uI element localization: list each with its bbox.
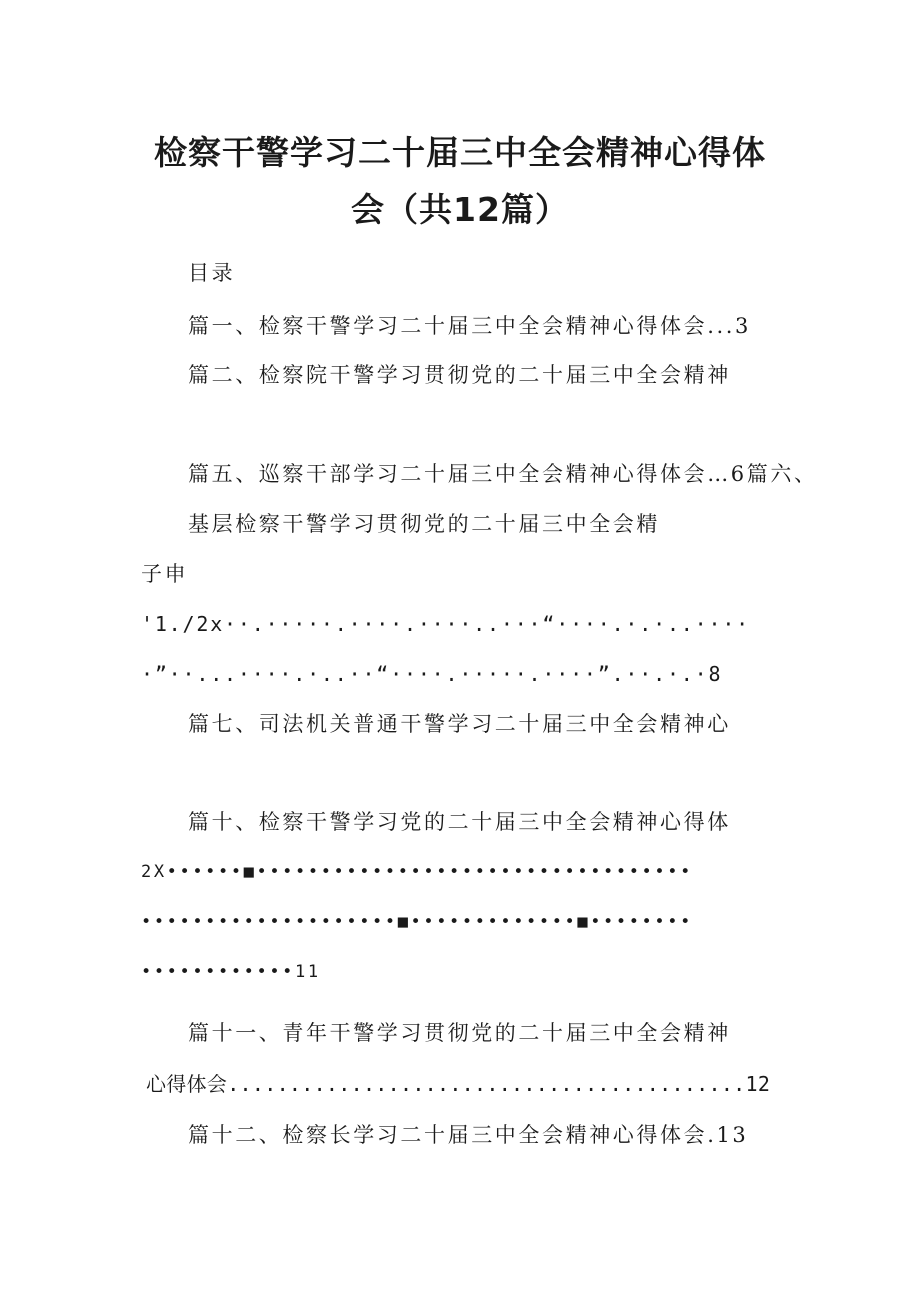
toc-entry-1: 篇一、检察干警学习二十届三中全会精神心得体会...3	[188, 314, 751, 338]
document-title-line-1: 检察干警学习二十届三中全会精神心得体	[154, 133, 766, 172]
toc-leader-line-1: '1./2x··.·····.····.····..···“····.·.·..····	[141, 612, 751, 636]
toc-leader-line-3: 2X••••••■••••••••••••••••••••••••••••••••••	[141, 862, 693, 882]
toc-entry-2: 篇二、检察院干警学习贯彻党的二十届三中全会精神	[188, 363, 731, 387]
toc-entry-11-continued: 心得体会..........................................12	[146, 1072, 771, 1096]
toc-entry-11: 篇十一、青年干警学习贯彻党的二十届三中全会精神	[188, 1021, 731, 1045]
toc-leader-line-5: ••••••••••••11	[141, 962, 321, 982]
toc-fragment: 子申	[141, 562, 189, 586]
toc-entry-10: 篇十、检察干警学习党的二十届三中全会精神心得体	[188, 810, 731, 834]
toc-entry-6: 基层检察干警学习贯彻党的二十届三中全会精	[188, 512, 660, 536]
toc-leader-line-4: ••••••••••••••••••••■•••••••••••••■••••••••	[141, 912, 693, 932]
document-title-line-2: 会（共12篇）	[351, 190, 569, 229]
toc-entry-5: 篇五、巡察干部学习二十届三中全会精神心得体会…6篇六、	[188, 462, 818, 486]
toc-leader-line-2: ·”··...····.·..··“····.·····.····”.··.·.·8	[141, 662, 723, 686]
toc-entry-7: 篇七、司法机关普通干警学习二十届三中全会精神心	[188, 712, 731, 736]
toc-heading: 目录	[188, 261, 236, 285]
toc-entry-12: 篇十二、检察长学习二十届三中全会精神心得体会.13	[188, 1123, 749, 1147]
